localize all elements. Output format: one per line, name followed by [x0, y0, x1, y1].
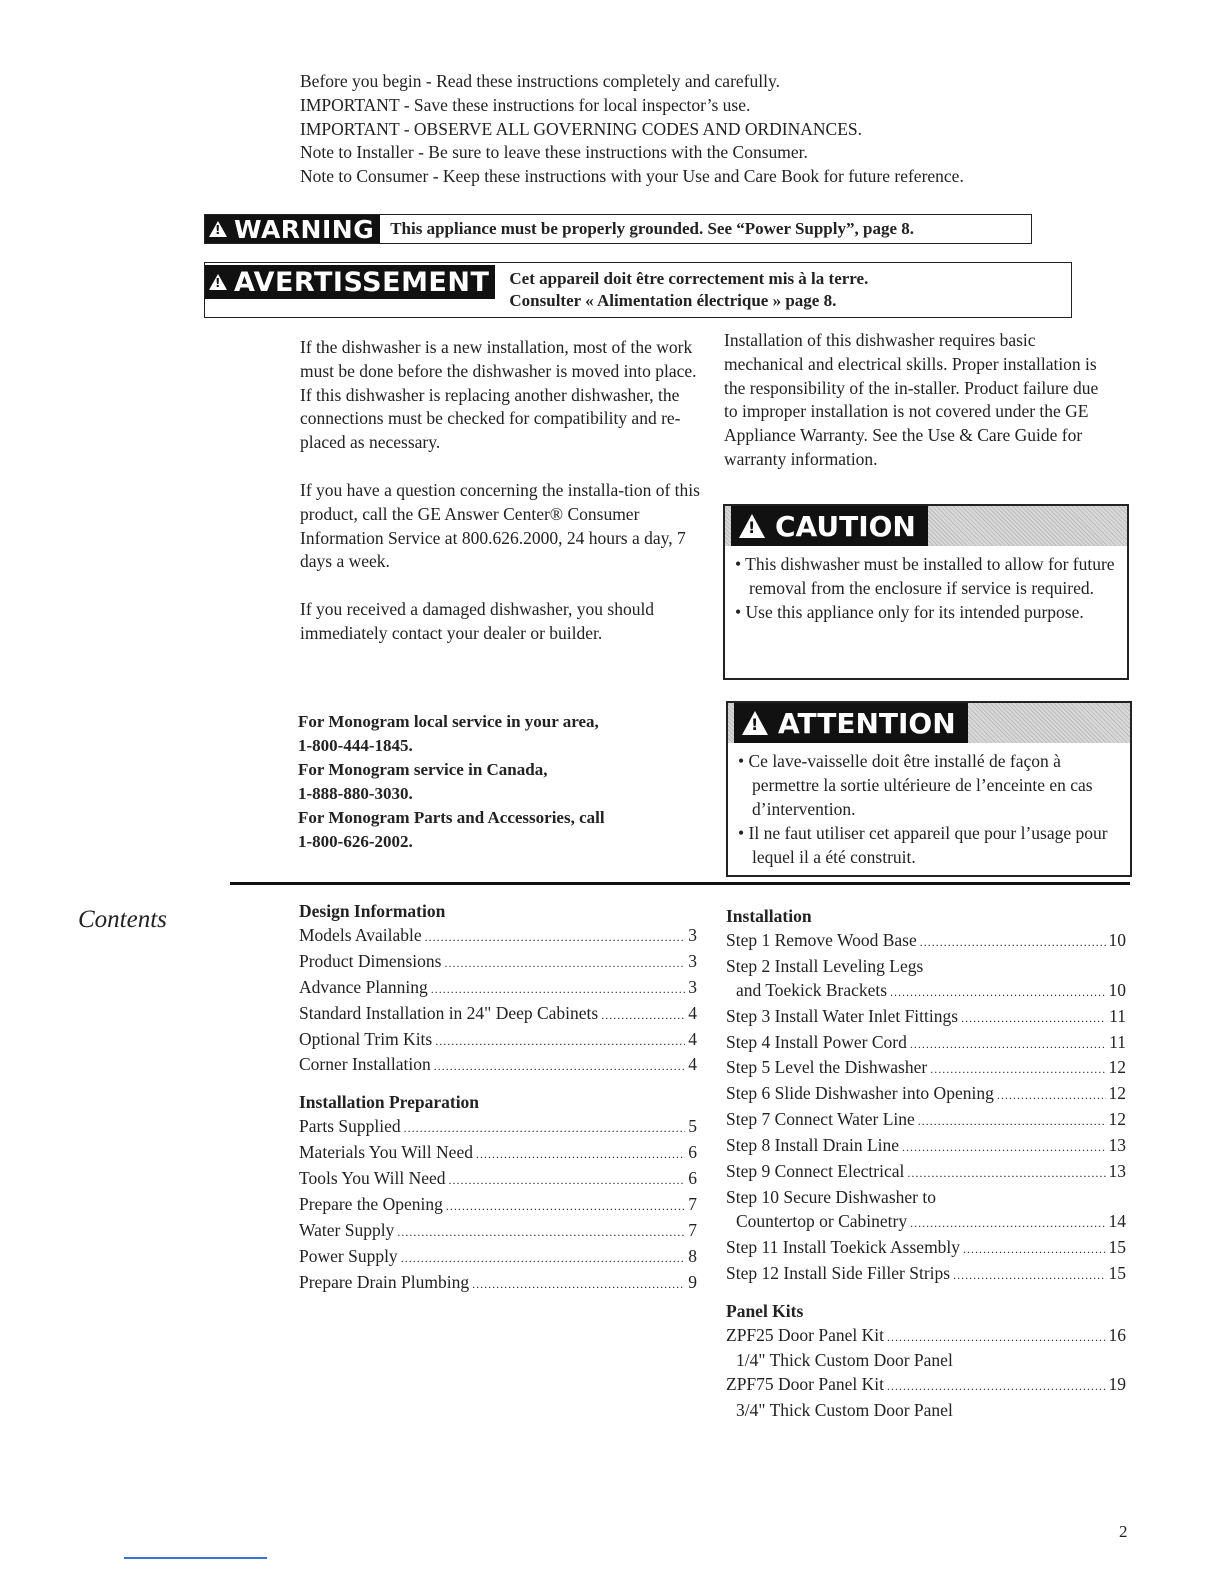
- attention-body: [728, 743, 1130, 877]
- toc-entry-label: Prepare the Opening: [299, 1193, 443, 1214]
- toc-entry-page: 11: [1109, 1005, 1126, 1026]
- toc-leader-dots: [435, 1030, 685, 1054]
- toc-entry: [299, 976, 697, 1002]
- right-column: [724, 329, 1116, 496]
- section-divider: [230, 882, 1130, 885]
- toc-leader-dots: [953, 1264, 1105, 1288]
- toc-entry-label: Step 5 Level the Dishwasher: [726, 1057, 928, 1078]
- paragraph: If the dishwasher is a new installation, most of the work must be done before the dishwasher is moved into place. If this dishwasher is replacing another dishwasher, the connections must be checked for compatibility and re-placed as necessary.: [300, 337, 697, 453]
- toc-entry-label: 3/4" Thick Custom Door Panel: [736, 1400, 953, 1421]
- toc-entry-page: 15: [1108, 1236, 1126, 1257]
- toc-entry-page: 9: [688, 1271, 697, 1292]
- toc-entry-page: 12: [1108, 1083, 1126, 1104]
- toc-entry-label: Prepare Drain Plumbing: [299, 1271, 470, 1292]
- toc-entry-label: and Toekick Brackets: [736, 979, 888, 1000]
- monogram-line: For Monogram Parts and Accessories, call: [298, 808, 605, 827]
- toc-entry: [726, 1082, 1126, 1108]
- toc-heading: Installation: [726, 906, 812, 926]
- toc-entry: [726, 1005, 1126, 1031]
- toc-entry-label: Step 2 Install Leveling Legs: [726, 955, 924, 976]
- toc-entry-page: 4: [688, 1054, 697, 1075]
- toc-heading: Panel Kits: [726, 1300, 804, 1321]
- avertissement-text: [495, 263, 868, 317]
- warning-triangle-icon: [742, 711, 768, 735]
- intro-line: IMPORTANT - Save these instructions for local inspector’s use.: [300, 94, 751, 115]
- toc-leader-dots: [476, 1143, 685, 1167]
- toc-leader-dots: [446, 1195, 685, 1219]
- toc-entry: [726, 1108, 1126, 1134]
- toc-entry: [299, 1245, 697, 1271]
- monogram-line: For Monogram service in Canada,: [298, 760, 548, 779]
- toc-entry-page: 10: [1108, 929, 1126, 950]
- paragraph: If you received a damaged dishwasher, you should immediately contact your dealer or builder.: [300, 599, 655, 643]
- toc-entry-label: Step 3 Install Water Inlet Fittings: [726, 1005, 959, 1026]
- intro-notes: [300, 70, 1060, 189]
- caution-header: [725, 506, 1127, 546]
- toc-entry: [726, 1236, 1126, 1262]
- warning-text: This appliance must be properly grounded. See “Power Supply”, page 8.: [390, 219, 914, 238]
- toc-entry-page: 3: [688, 976, 697, 997]
- toc-entry-label: Step 6 Slide Dishwasher into Opening: [726, 1083, 994, 1104]
- toc-leader-dots: [902, 1136, 1105, 1160]
- caution-bullet: • Use this appliance only for its intended purpose.: [735, 602, 1084, 622]
- caution-body: [725, 546, 1127, 632]
- avertissement-label: ! AVERTISSEMENT: [205, 265, 495, 299]
- toc-entry-page: 16: [1108, 1324, 1126, 1345]
- toc-entry: [299, 1271, 697, 1297]
- attention-box: [726, 701, 1132, 877]
- toc-entry: [299, 924, 697, 950]
- toc-entry-label: Step 1 Remove Wood Base: [726, 929, 917, 950]
- toc-right-column: [726, 905, 1126, 1423]
- toc-leader-dots: [918, 1110, 1106, 1134]
- toc-entry: [726, 1324, 1126, 1350]
- toc-entry-label: Optional Trim Kits: [299, 1028, 433, 1049]
- warning-label: ! WARNING: [205, 215, 380, 243]
- toc-leader-dots: [444, 952, 685, 976]
- toc-entry-page: 12: [1108, 1057, 1126, 1078]
- toc-leader-dots: [404, 1117, 686, 1141]
- toc-entry-page: 13: [1108, 1135, 1126, 1156]
- toc-entry-page: 13: [1108, 1161, 1126, 1182]
- warning-triangle-icon: [209, 221, 227, 237]
- toc-entry-label: Materials You Will Need: [299, 1142, 473, 1163]
- toc-entry: [726, 1349, 1126, 1373]
- toc-entry-label: Step 7 Connect Water Line: [726, 1109, 915, 1130]
- toc-leader-dots: [997, 1084, 1106, 1108]
- intro-line: Note to Consumer - Keep these instructions with your Use and Care Book for future reference.: [300, 166, 964, 187]
- monogram-phone: 1-800-444-1845.: [298, 736, 413, 755]
- warning-triangle-icon: [209, 274, 227, 290]
- toc-entry-page: 4: [688, 1028, 697, 1049]
- toc-entry-label: Standard Installation in 24" Deep Cabinets: [299, 1002, 599, 1023]
- toc-entry-label: Models Available: [299, 924, 422, 945]
- toc-entry-page: 6: [688, 1168, 697, 1189]
- toc-leader-dots: [910, 1212, 1105, 1236]
- avertissement-line: Cet appareil doit être correctement mis à la terre.: [509, 269, 869, 288]
- toc-entry: [726, 1262, 1126, 1288]
- paragraph: If you have a question concerning the installa-tion of this product, call the GE Answer Center® Consumer Information Service at 800.626.2000, 24 hours a day, 7 days a week.: [300, 479, 700, 572]
- toc-entry: [726, 1160, 1126, 1186]
- toc-entry-label: Water Supply: [299, 1219, 395, 1240]
- toc-leader-dots: [601, 1004, 685, 1028]
- paragraph: Installation of this dishwasher requires basic mechanical and electrical skills. Proper installation is the responsibility of the in-staller. Product failure due to improper installation is not covered under the GE Appliance Warranty. See the Use & Care Guide for warranty information.: [724, 330, 1099, 469]
- attention-bullet: • Ce lave-vaisselle doit être installé de façon à permettre la sortie ultérieure de l’enceinte en cas d’intervention.: [738, 751, 1093, 819]
- toc-entry: [299, 1141, 697, 1167]
- toc-entry-label: Step 8 Install Drain Line: [726, 1135, 900, 1156]
- toc-entry-page: 4: [688, 1002, 697, 1023]
- toc-entry-page: 7: [688, 1219, 697, 1240]
- page-number: 2: [1119, 1522, 1128, 1541]
- avertissement-banner: [204, 262, 1072, 318]
- toc-entry-label: Product Dimensions: [299, 950, 442, 971]
- toc-leader-dots: [887, 1326, 1106, 1350]
- toc-entry-label: Advance Planning: [299, 976, 428, 997]
- toc-leader-dots: [910, 1033, 1106, 1057]
- toc-entry-label: ZPF75 Door Panel Kit: [726, 1374, 884, 1395]
- toc-leader-dots: [397, 1221, 685, 1245]
- intro-line: IMPORTANT - OBSERVE ALL GOVERNING CODES AND ORDINANCES.: [300, 118, 862, 139]
- toc-entry-label: ZPF25 Door Panel Kit: [726, 1324, 884, 1345]
- toc-leader-dots: [472, 1273, 685, 1297]
- toc-entry-page: 19: [1108, 1374, 1126, 1395]
- attention-bullet: • Il ne faut utiliser cet appareil que pour l’usage pour lequel il a été construit.: [738, 823, 1108, 867]
- toc-entry-label: Power Supply: [299, 1245, 398, 1266]
- toc-entry: [299, 1002, 697, 1028]
- toc-entry-page: 15: [1108, 1262, 1126, 1283]
- toc-entry: [299, 1219, 697, 1245]
- left-column: [300, 336, 712, 670]
- toc-entry: [726, 1056, 1126, 1082]
- toc-entry: [726, 1373, 1126, 1399]
- intro-line: Before you begin - Read these instructions completely and carefully.: [300, 71, 780, 91]
- toc-leader-dots: [887, 1375, 1106, 1399]
- toc-leader-dots: [425, 926, 686, 950]
- footer-rule: [124, 1557, 267, 1559]
- toc-leader-dots: [920, 931, 1106, 955]
- toc-entry-label: Step 12 Install Side Filler Strips: [726, 1262, 951, 1283]
- toc-leader-dots: [449, 1169, 686, 1193]
- toc-entry-page: 11: [1109, 1031, 1126, 1052]
- toc-entry-label: Tools You Will Need: [299, 1168, 446, 1189]
- toc-entry-page: 3: [688, 924, 697, 945]
- toc-entry: [299, 1167, 697, 1193]
- toc-leader-dots: [961, 1007, 1106, 1031]
- toc-entry-label: Parts Supplied: [299, 1116, 401, 1137]
- toc-entry-page: 5: [688, 1116, 697, 1137]
- toc-entry-label: Countertop or Cabinetry: [736, 1210, 908, 1231]
- toc-entry-label: Step 9 Connect Electrical: [726, 1161, 905, 1182]
- toc-entry-page: 12: [1108, 1109, 1126, 1130]
- toc-entry-page: 8: [688, 1245, 697, 1266]
- toc-entry-page: 10: [1108, 979, 1126, 1000]
- toc-entry: [726, 1134, 1126, 1160]
- toc-entry: [726, 979, 1126, 1005]
- toc-leader-dots: [930, 1058, 1105, 1082]
- toc-entry: [726, 955, 1126, 979]
- toc-heading: Design Information: [299, 901, 446, 921]
- warning-banner: [204, 214, 1032, 244]
- toc-entry: [299, 1028, 697, 1054]
- toc-leader-dots: [434, 1055, 686, 1079]
- toc-heading: Installation Preparation: [299, 1092, 480, 1113]
- intro-line: Note to Installer - Be sure to leave these instructions with the Consumer.: [300, 142, 808, 163]
- toc-entry-page: 14: [1108, 1210, 1126, 1231]
- toc-entry-page: 3: [688, 950, 697, 971]
- toc-entry: [299, 1193, 697, 1219]
- toc-leader-dots: [907, 1162, 1105, 1186]
- contents-title: Contents: [78, 906, 167, 933]
- toc-entry-page: 6: [688, 1142, 697, 1163]
- toc-entry: [726, 929, 1126, 955]
- toc-entry: [299, 1115, 697, 1141]
- toc-entry-label: Corner Installation: [299, 1054, 431, 1075]
- toc-left-column: [299, 900, 697, 1297]
- toc-leader-dots: [401, 1247, 686, 1271]
- toc-entry: [726, 1210, 1126, 1236]
- toc-entry: [726, 1031, 1126, 1057]
- caution-label: ! CAUTION: [731, 506, 928, 546]
- toc-entry: [726, 1186, 1126, 1210]
- toc-entry-label: 1/4" Thick Custom Door Panel: [736, 1350, 953, 1371]
- caution-box: [723, 504, 1129, 680]
- monogram-line: For Monogram local service in your area,: [298, 712, 599, 731]
- toc-entry-label: Step 11 Install Toekick Assembly: [726, 1236, 961, 1257]
- toc-leader-dots: [963, 1238, 1105, 1262]
- toc-leader-dots: [890, 981, 1105, 1005]
- avertissement-line: Consulter « Alimentation électrique » page 8.: [509, 291, 837, 310]
- attention-label: ! ATTENTION: [734, 703, 968, 743]
- toc-leader-dots: [431, 978, 685, 1002]
- caution-bullet: • This dishwasher must be installed to allow for future removal from the enclosure if service is required.: [735, 554, 1115, 598]
- toc-entry: [726, 1399, 1126, 1423]
- warning-triangle-icon: [739, 514, 765, 538]
- toc-entry-page: 7: [688, 1193, 697, 1214]
- toc-entry-label: Step 10 Secure Dishwasher to: [726, 1186, 936, 1207]
- monogram-phone: 1-888-880-3030.: [298, 784, 413, 803]
- monogram-service-info: [298, 710, 698, 854]
- monogram-phone: 1-800-626-2002.: [298, 832, 413, 851]
- toc-entry: [299, 950, 697, 976]
- attention-header: [728, 703, 1130, 743]
- toc-entry: [299, 1053, 697, 1079]
- toc-entry-label: Step 4 Install Power Cord: [726, 1031, 907, 1052]
